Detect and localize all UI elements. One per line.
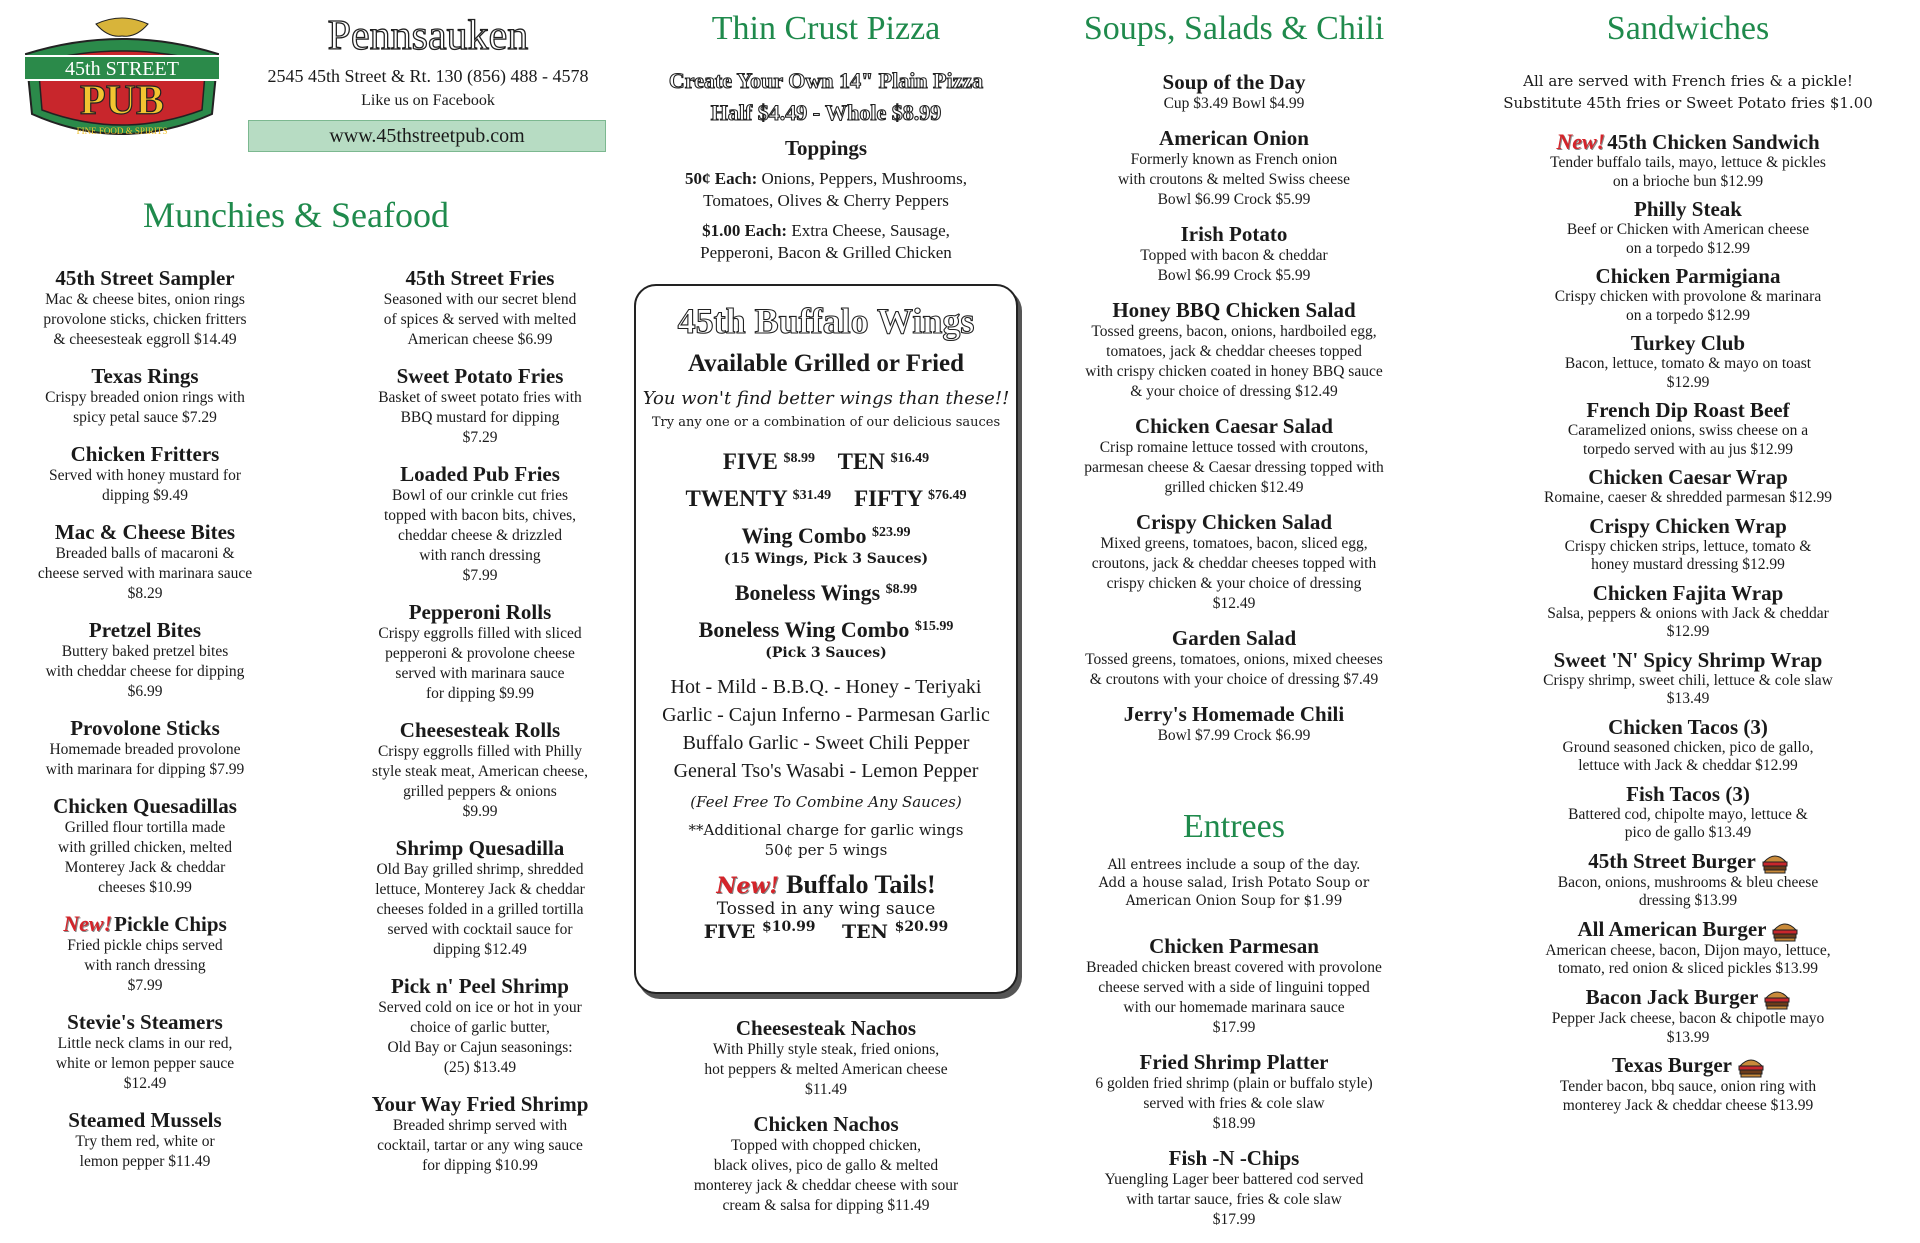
boneless-combo: Boneless Wing Combo $^{\$15.99}$ [698, 617, 954, 642]
menu-item-name: Bacon Jack Burger [1585, 984, 1759, 1009]
menu-item-name: 45th Street Burger [1588, 848, 1756, 873]
menu-item-name: Chicken Fritters [70, 442, 220, 466]
menu-item [1468, 514, 1908, 575]
sandwiches-note-text: All are served with French fries & a pickle! Substitute 45th fries or Sweet Potato fries $1.00 [1503, 72, 1873, 112]
menu-item-name: Loaded Pub Fries [400, 462, 560, 486]
menu-item-name: Chicken Parmigiana [1595, 264, 1781, 288]
menu-item-name: Chicken Caesar Salad [1135, 414, 1333, 438]
menu-item-name: Stevie's Steamers [67, 1010, 223, 1034]
menu-item [340, 974, 620, 1078]
menu-item-desc: Pepper Jack cheese, bacon & chipotle mayo $13.99 [1551, 1010, 1825, 1046]
sauce-line: General Tso's Wasabi - Lemon Pepper [673, 760, 979, 782]
menu-item [340, 364, 620, 448]
new-badge: New! [716, 873, 780, 899]
menu-item-name: Chicken Nachos [753, 1112, 899, 1136]
logo-tag-text: FINE FOOD & SPIRITS [76, 126, 168, 136]
menu-item-desc: Bowl $7.99 Crock $6.99 [1157, 727, 1311, 744]
menu-item-name: French Dip Roast Beef [1586, 398, 1790, 422]
menu-item-desc: 6 golden fried shrimp (plain or buffalo style) served with fries & cole slaw $18.99 [1095, 1075, 1373, 1132]
sandwiches-heading: Sandwiches [1606, 10, 1770, 47]
pizza-section [636, 10, 1016, 264]
wing-combo-note: (15 Wings, Pick 3 Sauces) [723, 551, 929, 567]
menu-item [340, 718, 620, 822]
menu-item-name: Chicken Parmesan [1149, 934, 1319, 958]
entrees-column [1044, 934, 1424, 1242]
garlic-note-1: **Additional charge for garlic wings [688, 821, 964, 839]
menu-item-desc: Battered cod, chipolte mayo, lettuce & pico de gallo $13.49 [1568, 805, 1808, 841]
toppings-100-label: $1.00 Each: [702, 221, 788, 240]
menu-item-desc: Tossed greens, bacon, onions, hardboiled egg, tomatoes, jack & cheddar cheeses topped with crispy chicken coated in honey BBQ sauce & your choice of dressing $12.49 [1085, 323, 1383, 400]
menu-item [340, 266, 620, 350]
menu-item-name: Honey BBQ Chicken Salad [1112, 298, 1356, 322]
menu-item-name: Chicken Quesadillas [53, 794, 237, 818]
menu-item [340, 600, 620, 704]
menu-item-desc: Crispy eggrolls filled with Philly style steak meat, American cheese, grilled peppers & onions $9.99 [371, 743, 589, 820]
entrees-note [1044, 856, 1424, 910]
menu-item-name: Irish Potato [1180, 222, 1288, 246]
menu-item [12, 912, 278, 996]
menu-item [12, 520, 278, 604]
menu-item [340, 1092, 620, 1176]
menu-item [12, 1108, 278, 1172]
menu-item-name: Fried Shrimp Platter [1139, 1050, 1329, 1074]
menu-item [340, 836, 620, 960]
menu-item [1468, 715, 1908, 776]
menu-item-desc: Topped with bacon & cheddar Bowl $6.99 Crock $5.99 [1140, 247, 1328, 284]
pizza-price-line: Half $4.49 - Whole $8.99 [710, 100, 942, 125]
menu-item-desc: Homemade breaded provolone with marinara for dipping $7.99 [45, 741, 245, 778]
new-badge: New! [63, 911, 113, 936]
menu-item [1044, 126, 1424, 210]
menu-item-name: Mac & Cheese Bites [54, 520, 236, 544]
menu-item [12, 794, 278, 898]
menu-item-desc: Yuengling Lager beer battered cod served with tartar sauce, fries & cole slaw $17.99 [1104, 1171, 1364, 1228]
combine-note: (Feel Free To Combine Any Sauces) [690, 793, 962, 811]
sauce-line: Hot - Mild - B.B.Q. - Honey - Teriyaki [670, 676, 982, 698]
menu-item-name: Pick n' Peel Shrimp [391, 974, 569, 998]
menu-item-desc: Crispy chicken with provolone & marinara on a torpedo $12.99 [1554, 288, 1822, 324]
menu-item-name: Sweet Potato Fries [396, 364, 564, 388]
menu-item-desc: Seasoned with our secret blend of spices & served with melted American cheese $6.99 [383, 291, 577, 348]
boneless-wings: Boneless Wings $^{\$8.99}$ [734, 580, 918, 605]
menu-item-desc: Basket of sweet potato fries with BBQ mustard for dipping $7.29 [378, 389, 582, 446]
menu-item [1468, 917, 1908, 979]
wing-combo: Wing Combo $^{\$23.99}$ [741, 523, 911, 548]
munchies-column-2 [340, 266, 620, 1190]
menu-item-desc: Breaded balls of macaroni & cheese served with marinara sauce $8.29 [37, 545, 253, 602]
menu-item-desc: Served with honey mustard for dipping $9.49 [49, 467, 241, 504]
sauce-line: Garlic - Cajun Inferno - Parmesan Garlic [662, 704, 990, 726]
menu-item-desc: Tossed greens, tomatoes, onions, mixed cheeses & croutons with your choice of dressing $7.49 [1085, 651, 1383, 688]
menu-item-desc: Mixed greens, tomatoes, bacon, sliced egg, croutons, jack & cheddar cheeses topped with crispy chicken & your choice of dressing $12.49 [1091, 535, 1377, 612]
menu-item [1468, 130, 1908, 191]
menu-item-name: Garden Salad [1171, 626, 1297, 650]
garlic-note-2: 50¢ per 5 wings [764, 841, 888, 859]
menu-item-desc: Bacon, lettuce, tomato & mayo on toast $12.99 [1564, 355, 1812, 391]
sauce-list [636, 673, 1016, 785]
burger-icon [1762, 852, 1788, 874]
menu-item-name: Cheesesteak Nachos [735, 1016, 917, 1040]
menu-item [1468, 264, 1908, 325]
nachos-section [636, 1016, 1016, 1228]
menu-item-desc: Crispy breaded onion rings with spicy petal sauce $7.29 [45, 389, 245, 426]
menu-item-name: Cheesesteak Rolls [399, 718, 561, 742]
burger-icon [1772, 920, 1798, 942]
pizza-heading: Thin Crust Pizza [711, 10, 941, 47]
facebook-note: Like us on Facebook [361, 92, 495, 109]
menu-item [12, 266, 278, 350]
menu-item-desc: Crispy shrimp, sweet chili, lettuce & cole slaw $13.49 [1543, 671, 1833, 707]
menu-item-desc: Breaded chicken breast covered with provolone cheese served with a side of linguini topped with our homemade marinara sauce $17.99 [1086, 959, 1382, 1036]
menu-item [1044, 70, 1424, 114]
buffalo-tails-desc: Tossed in any wing sauce [716, 899, 936, 919]
toppings-50c-list: Onions, Peppers, Mushrooms, [761, 169, 967, 188]
soups-column [1044, 70, 1424, 758]
menu-item-desc: With Philly style steak, fried onions, hot peppers & melted American cheese $11.49 [704, 1041, 948, 1098]
menu-item-name: Crispy Chicken Wrap [1589, 513, 1787, 538]
sauce-line: Buffalo Garlic - Sweet Chili Pepper [682, 732, 970, 754]
menu-item-desc: Romaine, caeser & shredded parmesan $12.99 [1544, 489, 1832, 506]
menu-item-name: Soup of the Day [1162, 70, 1306, 94]
menu-item [1044, 510, 1424, 614]
menu-item-desc: Salsa, peppers & onions with Jack & cheddar $12.99 [1547, 604, 1829, 640]
boneless-combo-note: (Pick 3 Sauces) [765, 645, 887, 661]
menu-item-name: Pretzel Bites [88, 618, 202, 642]
menu-item-name: Provolone Sticks [70, 716, 220, 740]
menu-item-name: Crispy Chicken Salad [1135, 510, 1333, 534]
menu-item-desc: Mac & cheese bites, onion rings provolone sticks, chicken fritters & cheesesteak eggroll $14.49 [43, 291, 247, 348]
menu-item-desc: American cheese, bacon, Dijon mayo, lettuce, tomato, red onion & sliced pickles $13.99 [1545, 941, 1831, 978]
menu-item-name: Chicken Tacos (3) [1608, 714, 1768, 739]
burger-icon [1764, 988, 1790, 1010]
buffalo-tails: New! Buffalo Tails! [716, 870, 936, 899]
menu-item-name: 45th Chicken Sandwich [1607, 130, 1820, 154]
menu-item-name: Pepperoni Rolls [408, 600, 552, 624]
entrees-heading: Entrees [1183, 808, 1285, 845]
menu-item-desc: Crispy eggrolls filled with sliced pepperoni & provolone cheese served with marinara sauce for dipping $9.99 [378, 625, 582, 702]
sandwiches-column [1468, 130, 1908, 1121]
menu-item-desc: Bacon, onions, mushrooms & bleu cheese dressing $13.99 [1557, 873, 1819, 910]
menu-item [12, 1010, 278, 1094]
menu-item [1468, 849, 1908, 911]
menu-item [12, 618, 278, 702]
menu-item-name: American Onion [1159, 126, 1309, 150]
menu-item [340, 462, 620, 586]
menu-item-name: Sweet 'N' Spicy Shrimp Wrap [1553, 647, 1823, 672]
menu-item-name: Chicken Caesar Wrap [1588, 465, 1788, 489]
menu-item-desc: Old Bay grilled shrimp, shredded lettuce, Monterey Jack & cheddar cheeses folded in a grilled tortilla served with cocktail sauce for dipping $12.49 [375, 861, 585, 958]
menu-item-name: All American Burger [1577, 916, 1767, 941]
menu-item [1468, 465, 1908, 508]
menu-item-name: 45th Street Sampler [55, 266, 235, 290]
entrees-note-text: All entrees include a soup of the day. Add a house salad, Irish Potato Soup or American Onion Soup for $1.99 [1098, 857, 1370, 909]
menu-item [1044, 414, 1424, 498]
logo-top-text: 45th STREET [65, 58, 179, 80]
menu-item [12, 364, 278, 428]
menu-item-name: 45th Street Fries [405, 266, 555, 290]
menu-item-desc: Fried pickle chips served with ranch dressing $7.99 [67, 937, 223, 994]
menu-item [1468, 985, 1908, 1047]
wings-tagline-2: Try any one or a combination of our delicious sauces [651, 415, 1001, 430]
munchies-heading: Munchies & Seafood [143, 195, 449, 235]
menu-item [1468, 581, 1908, 642]
menu-item-desc: Beef or Chicken with American cheese on a torpedo $12.99 [1566, 221, 1810, 257]
menu-item-desc: Crispy chicken strips, lettuce, tomato & honey mustard dressing $12.99 [1564, 537, 1812, 573]
menu-item-desc: Caramelized onions, swiss cheese on a torpedo served with au jus $12.99 [1567, 422, 1809, 458]
munchies-column-1 [12, 266, 278, 1186]
address: 2545 45th Street & Rt. 130 (856) 488 - 4578 [267, 66, 589, 86]
menu-item-desc: Breaded shrimp served with cocktail, tartar or any wing sauce for dipping $10.99 [377, 1117, 583, 1174]
menu-item-name: Shrimp Quesadilla [395, 836, 565, 860]
menu-item-name: Fish -N -Chips [1168, 1146, 1300, 1170]
soups-heading: Soups, Salads & Chili [1083, 10, 1385, 47]
menu-item [1044, 222, 1424, 286]
menu-item-desc: Buttery baked pretzel bites with cheddar cheese for dipping $6.99 [45, 643, 245, 700]
menu-item-desc: Served cold on ice or hot in your choice of garlic butter, Old Bay or Cajun seasonings: (25) $13.49 [378, 999, 582, 1076]
menu-item-name: Your Way Fried Shrimp [371, 1092, 589, 1116]
wings-price-row-1: FIVE $^{\$8.99}$ TEN $^{\$16.49}$ [722, 449, 930, 474]
menu-item-desc: Grilled flour tortilla made with grilled chicken, melted Monterey Jack & cheddar cheeses $10.99 [58, 819, 232, 896]
menu-item-desc: Formerly known as French onion with croutons & melted Swiss cheese Bowl $6.99 Crock $5.99 [1117, 151, 1351, 208]
menu-item-desc: Ground seasoned chicken, pico de gallo, lettuce with Jack & cheddar $12.99 [1562, 738, 1814, 774]
toppings-50c-list-2: Tomatoes, Olives & Cherry Peppers [703, 191, 949, 210]
menu-item [1044, 298, 1424, 402]
menu-item-desc: Cup $3.49 Bowl $4.99 [1163, 95, 1305, 112]
menu-item [1044, 1146, 1424, 1230]
menu-item [12, 442, 278, 506]
sandwiches-note [1468, 70, 1908, 114]
menu-item-name: Texas Burger [1612, 1053, 1732, 1078]
menu-item-name: Steamed Mussels [68, 1108, 222, 1132]
menu-item-name: Pickle Chips [114, 912, 227, 936]
menu-item [1044, 934, 1424, 1038]
menu-item-desc: Little neck clams in our red, white or lemon pepper sauce $12.49 [55, 1035, 235, 1092]
menu-item-desc: Topped with chopped chicken, black olives, pico de gallo & melted monterey jack & cheddar cheese with sour cream & salsa for dipping $11.49 [693, 1137, 959, 1214]
pub-logo [16, 14, 228, 150]
menu-item [1044, 1050, 1424, 1134]
menu-item [12, 716, 278, 780]
menu-item-name: Jerry's Homemade Chili [1123, 702, 1345, 726]
menu-item [1468, 782, 1908, 843]
burger-icon [1738, 1056, 1764, 1078]
logo-main-text: PUB [80, 78, 164, 124]
wings-tagline: You won't find better wings than these!! [642, 388, 1010, 409]
menu-item [1468, 648, 1908, 709]
toppings-50c-label: 50¢ Each: [685, 169, 758, 188]
menu-item [1468, 331, 1908, 392]
menu-item-name: Philly Steak [1634, 197, 1742, 221]
menu-item [636, 1112, 1016, 1216]
menu-item-desc: Bowl of our crinkle cut fries topped with bacon bits, chives, cheddar cheese & drizzled with ranch dressing $7.99 [384, 487, 576, 584]
buffalo-tails-prices: FIVE $^{\$10.99}$ TEN $^{\$20.99}$ [703, 919, 949, 943]
menu-item [1468, 398, 1908, 459]
wings-price-row-2: TWENTY $^{\$31.49}$ FIFTY $^{\$76.49}$ [685, 486, 967, 511]
website-link[interactable]: www.45thstreetpub.com [248, 120, 606, 152]
menu-item [1468, 1053, 1908, 1115]
wings-subtitle: Available Grilled or Fried [687, 350, 965, 377]
menu-item-desc: Try them red, white or lemon pepper $11.49 [75, 1133, 215, 1170]
wings-box [634, 284, 1018, 994]
toppings-heading: Toppings [784, 136, 868, 160]
menu-item [636, 1016, 1016, 1100]
menu-item-name: Fish Tacos (3) [1626, 781, 1750, 806]
location-title: Pennsauken [327, 13, 529, 59]
menu-item-desc: Tender buffalo tails, mayo, lettuce & pickles on a brioche bun $12.99 [1550, 154, 1826, 190]
toppings-100-list-2: Pepperoni, Bacon & Grilled Chicken [700, 243, 952, 262]
menu-item [1044, 702, 1424, 746]
menu-item [1468, 197, 1908, 258]
new-badge: New! [1556, 129, 1606, 154]
menu-item-name: Chicken Fajita Wrap [1592, 580, 1784, 605]
menu-item [1044, 626, 1424, 690]
wings-heading: 45th Buffalo Wings [677, 301, 975, 341]
pizza-create-line: Create Your Own 14" Plain Pizza [668, 68, 984, 93]
toppings-100-list: Extra Cheese, Sausage, [791, 221, 950, 240]
menu-item-name: Texas Rings [91, 364, 199, 388]
menu-item-desc: Tender bacon, bbq sauce, onion ring with monterey Jack & cheddar cheese $13.99 [1559, 1078, 1817, 1114]
menu-item-desc: Crisp romaine lettuce tossed with croutons, parmesan cheese & Caesar dressing topped with grilled chicken $12.49 [1084, 439, 1384, 496]
menu-item-name: Turkey Club [1630, 331, 1746, 355]
